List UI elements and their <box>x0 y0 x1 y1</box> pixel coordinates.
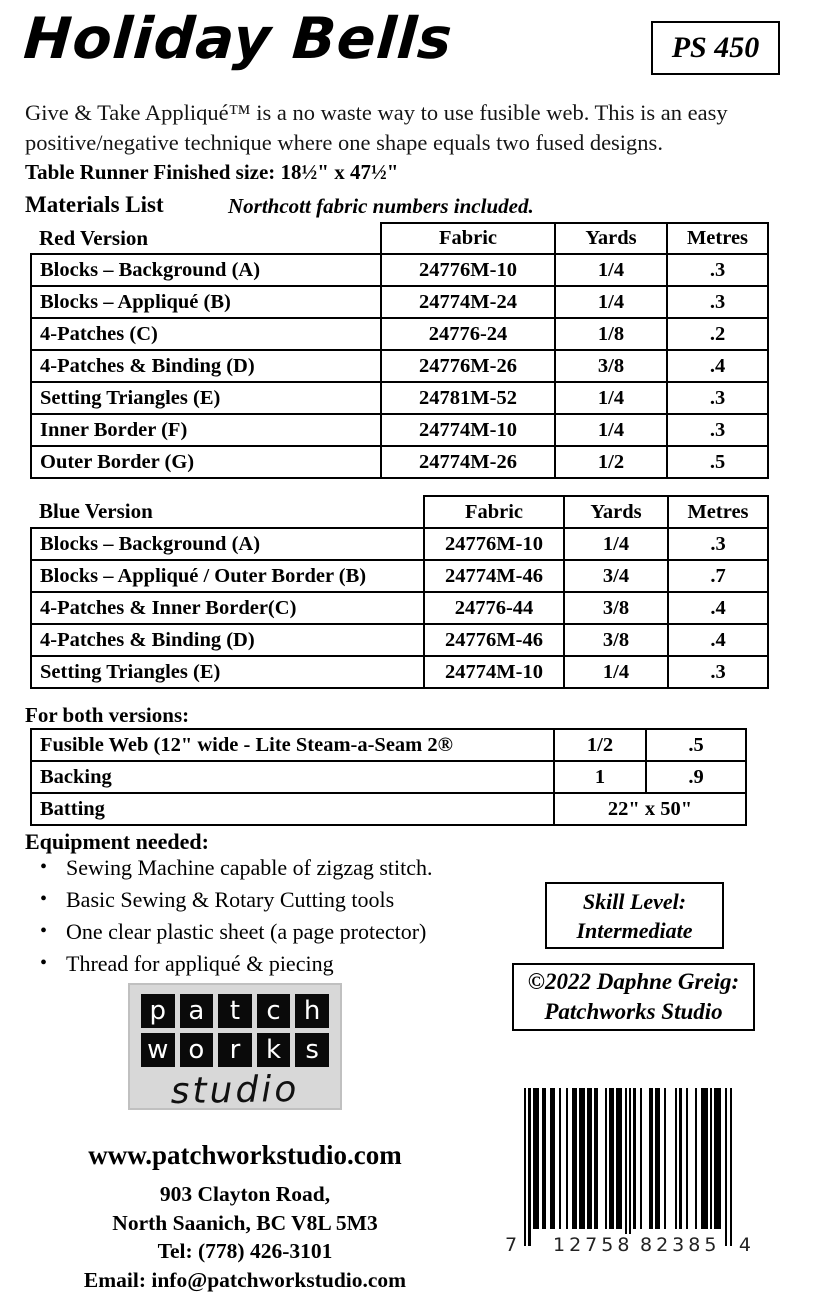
contact-address-block <box>0 1180 490 1294</box>
logo-letter-square: s <box>295 1033 329 1067</box>
table-row <box>31 318 768 350</box>
red-version-label: Red Version <box>39 225 149 250</box>
logo-row-patch <box>141 994 329 1028</box>
cell-yards: 3/8 <box>564 624 668 656</box>
table-row <box>31 414 768 446</box>
column-header-yards: Yards <box>564 496 668 528</box>
cell-item: Backing <box>31 761 554 793</box>
column-header-metres: Metres <box>668 496 768 528</box>
copyright-box <box>512 963 755 1031</box>
cell-fabric: 24776M-46 <box>424 624 564 656</box>
patchworks-studio-logo <box>128 983 342 1113</box>
cell-item: Blocks – Appliqué / Outer Border (B) <box>31 560 424 592</box>
blue-version-table <box>30 495 769 689</box>
cell-fabric: 24774M-24 <box>381 286 555 318</box>
logo-letter-square: a <box>180 994 214 1028</box>
pattern-number: PS 450 <box>671 31 760 64</box>
table-row <box>31 254 768 286</box>
cell-metres: .3 <box>667 254 768 286</box>
cell-yards: 1/4 <box>555 254 667 286</box>
cell-yards: 1/4 <box>564 656 668 688</box>
cell-fabric: 24774M-46 <box>424 560 564 592</box>
table-row <box>31 382 768 414</box>
cell-size: 22" x 50" <box>554 793 746 825</box>
cell-item: 4-Patches & Binding (D) <box>31 350 381 382</box>
table-row <box>31 350 768 382</box>
cell-yards: 1/8 <box>555 318 667 350</box>
logo-letter-square: o <box>180 1033 214 1067</box>
table-row <box>31 624 768 656</box>
blue-version-label: Blue Version <box>39 499 153 523</box>
cell-fabric: 24776-24 <box>381 318 555 350</box>
phone-number: Tel: (778) 426-3101 <box>157 1239 333 1263</box>
cell-item: 4-Patches & Binding (D) <box>31 624 424 656</box>
column-header-yards: Yards <box>555 223 667 254</box>
barcode-digit-group2: 82385 <box>637 1234 723 1256</box>
equipment-item <box>40 856 470 879</box>
logo-letter-square: c <box>257 994 291 1028</box>
cell-item: Outer Border (G) <box>31 446 381 478</box>
barcode-bars <box>524 1088 732 1246</box>
page-title: Holiday Bells <box>21 6 455 72</box>
bullet-icon: • <box>40 920 48 942</box>
cell-yards: 3/4 <box>564 560 668 592</box>
logo-letter-square: w <box>141 1033 175 1067</box>
cell-metres: .4 <box>668 624 768 656</box>
equipment-item <box>40 888 470 911</box>
barcode-digits <box>505 1226 751 1256</box>
pattern-number-box <box>651 21 780 75</box>
cell-metres: .3 <box>668 528 768 560</box>
materials-heading-row <box>25 192 625 220</box>
column-header-fabric: Fabric <box>424 496 564 528</box>
email-address: Email: info@patchworkstudio.com <box>83 1267 407 1292</box>
table-row <box>31 286 768 318</box>
logo-letter-square: p <box>141 994 175 1028</box>
cell-item: Blocks – Appliqué (B) <box>31 286 381 318</box>
equipment-item-text: Thread for appliqué & piecing <box>66 951 334 976</box>
cell-yards: 1/4 <box>564 528 668 560</box>
cell-fabric: 24774M-10 <box>381 414 555 446</box>
fabric-note: Northcott fabric numbers included. <box>228 194 534 218</box>
intro-paragraph: Give & Take Appliqué™ is a no waste way to use fusible web. This is an easy positive/negative technique where one shape equals two fused designs. <box>25 100 728 155</box>
cell-yards: 1/4 <box>555 286 667 318</box>
bullet-icon: • <box>40 952 48 974</box>
cell-fabric: 24776M-26 <box>381 350 555 382</box>
cell-item: Blocks – Background (A) <box>31 528 424 560</box>
cell-metres: .3 <box>667 382 768 414</box>
cell-fabric: 24774M-10 <box>424 656 564 688</box>
both-versions-table <box>30 728 747 826</box>
table-row <box>31 528 768 560</box>
equipment-list <box>40 856 470 984</box>
cell-item: Setting Triangles (E) <box>31 382 381 414</box>
cell-fabric: 24776M-10 <box>424 528 564 560</box>
cell-metres: .2 <box>667 318 768 350</box>
table-row <box>31 592 768 624</box>
equipment-heading: Equipment needed: <box>25 829 209 854</box>
equipment-item-text: Basic Sewing & Rotary Cutting tools <box>66 887 395 912</box>
blue-version-table-body <box>31 528 768 688</box>
column-header-metres: Metres <box>667 223 768 254</box>
cell-fabric: 24774M-26 <box>381 446 555 478</box>
logo-studio-script: studio <box>170 1068 300 1113</box>
cell-item: 4-Patches (C) <box>31 318 381 350</box>
barcode-digit-group1: 12758 <box>550 1234 636 1256</box>
cell-metres: .5 <box>667 446 768 478</box>
cell-metres: .9 <box>646 761 746 793</box>
cell-item: Blocks – Background (A) <box>31 254 381 286</box>
cell-metres: .7 <box>668 560 768 592</box>
equipment-item-text: One clear plastic sheet (a page protector) <box>66 919 427 944</box>
cell-item: Setting Triangles (E) <box>31 656 424 688</box>
address-line1: 903 Clayton Road, <box>159 1182 331 1206</box>
table-row <box>31 729 746 761</box>
cell-item: Fusible Web (12" wide - Lite Steam-a-Seam 2® <box>31 729 554 761</box>
skill-level-box <box>545 882 724 949</box>
cell-item: 4-Patches & Inner Border(C) <box>31 592 424 624</box>
table-row <box>31 446 768 478</box>
logo-row-works <box>141 1033 329 1067</box>
cell-metres: .5 <box>646 729 746 761</box>
finished-size: Table Runner Finished size: 18½" x 47½" <box>25 160 399 184</box>
cell-fabric: 24776-44 <box>424 592 564 624</box>
table-row <box>31 793 746 825</box>
cell-metres: .4 <box>668 592 768 624</box>
logo-letter-square: t <box>218 994 252 1028</box>
barcode-digit-right: 4 <box>738 1234 751 1256</box>
barcode-digit-left: 7 <box>505 1234 518 1256</box>
address-line2: North Saanich, BC V8L 5M3 <box>112 1210 378 1235</box>
cell-yards: 1/2 <box>555 446 667 478</box>
materials-list-heading: Materials List <box>25 192 164 217</box>
skill-level-value: Intermediate <box>576 917 693 943</box>
table-row <box>31 761 746 793</box>
cell-fabric: 24781M-52 <box>381 382 555 414</box>
cell-fabric: 24776M-10 <box>381 254 555 286</box>
cell-item: Batting <box>31 793 554 825</box>
table-row <box>31 656 768 688</box>
bullet-icon: • <box>40 888 48 910</box>
bullet-icon: • <box>40 856 48 878</box>
logo-letter-square: r <box>218 1033 252 1067</box>
cell-yards: 1/4 <box>555 414 667 446</box>
website-url: www.patchworkstudio.com <box>88 1140 402 1170</box>
cell-metres: .3 <box>667 286 768 318</box>
cell-item: Inner Border (F) <box>31 414 381 446</box>
cell-yards: 1/4 <box>555 382 667 414</box>
barcode-module <box>730 1088 732 1246</box>
skill-level-label: Skill Level: <box>582 888 687 914</box>
copyright-line2: Patchworks Studio <box>544 999 723 1024</box>
red-version-table-body <box>31 254 768 478</box>
red-version-table <box>30 222 769 479</box>
equipment-item-text: Sewing Machine capable of zigzag stitch. <box>66 855 433 880</box>
equipment-item <box>40 952 470 975</box>
column-header-fabric: Fabric <box>381 223 555 254</box>
cell-yards: 1/2 <box>554 729 646 761</box>
cell-metres: .4 <box>667 350 768 382</box>
cell-yards: 3/8 <box>555 350 667 382</box>
cell-yards: 3/8 <box>564 592 668 624</box>
logo-letter-square: k <box>257 1033 291 1067</box>
cell-metres: .3 <box>667 414 768 446</box>
upc-barcode <box>505 1088 751 1260</box>
logo-letter-square: h <box>295 994 329 1028</box>
table-row <box>31 560 768 592</box>
both-versions-heading: For both versions: <box>25 703 190 727</box>
cell-yards: 1 <box>554 761 646 793</box>
both-versions-table-body <box>31 729 746 825</box>
equipment-item <box>40 920 470 943</box>
cell-metres: .3 <box>668 656 768 688</box>
copyright-line1: ©2022 Daphne Greig: <box>527 969 740 994</box>
